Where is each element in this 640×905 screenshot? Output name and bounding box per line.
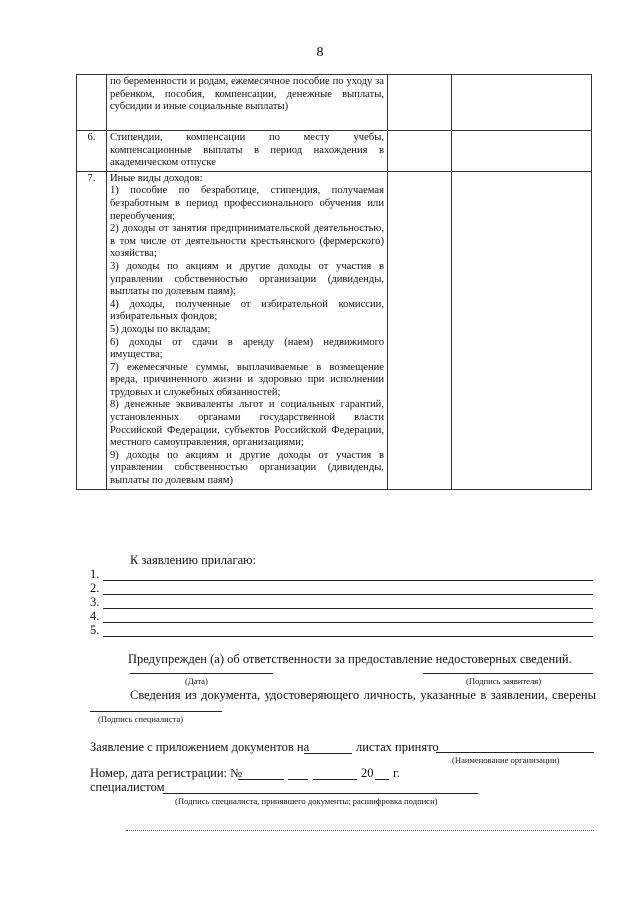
attachment-number: 1. — [90, 567, 100, 581]
attachments-heading: К заявлению прилагаю: — [130, 553, 256, 567]
row-value-cell — [388, 75, 452, 131]
list-item: 4) доходы, полученные от избирательной комиссии, избирательных фондов; — [110, 298, 384, 323]
specialist-label: специалистом — [90, 780, 165, 794]
specialist-caption: (Подпись специалиста, принявшего документы; расшифровка подписи) — [175, 796, 438, 806]
row-value-cell — [452, 131, 592, 172]
row-description: по беременности и родам, ежемесячное пособие по уходу за ребенком, пособия, компенсации, денежные выплаты, субсидии и иные социальные выплаты) — [107, 75, 388, 131]
list-item: 8) денежные эквиваленты льгот и социальных гарантий, установленных органами государственной власти Российской Федерации, субъектов Российской Федерации, местного самоуправления, организациями; — [110, 399, 384, 449]
applicant-signature-line[interactable] — [423, 673, 593, 674]
specialist-name-line[interactable] — [163, 793, 478, 794]
table-row — [77, 171, 592, 489]
registration-year: 20 — [361, 766, 374, 780]
registration-prefix: Номер, дата регистрации: № — [90, 766, 243, 780]
row-description — [107, 171, 388, 489]
applicant-signature-caption: (Подпись заявителя) — [466, 676, 542, 686]
attachment-line[interactable] — [103, 580, 593, 581]
sheets-count-line[interactable] — [304, 753, 352, 754]
attachment-number: 5. — [90, 623, 100, 637]
verification-statement: Сведения из документа, удостоверяющего личность, указанные в заявлении, сверены — [130, 688, 596, 702]
list-item: 5) доходы по вкладам; — [110, 323, 211, 335]
row-value-cell — [452, 171, 592, 489]
table-row — [77, 75, 592, 131]
row-number: 6. — [77, 131, 107, 172]
income-list-title: Иные виды доходов: — [110, 172, 203, 184]
attachment-line[interactable] — [103, 622, 593, 623]
date-caption: (Дата) — [185, 676, 208, 686]
attachment-number: 2. — [90, 581, 100, 595]
registration-year-line[interactable] — [375, 779, 389, 780]
list-item: 1) пособие по безработице, стипендия, получаемая безработным в период профессионального обучения или переобучения; — [110, 185, 384, 222]
registration-number-line[interactable] — [238, 779, 284, 780]
liability-warning: Предупрежден (а) об ответственности за предоставление недостоверных сведений. — [128, 652, 572, 666]
acceptance-suffix: листах принято — [356, 740, 439, 754]
list-item: 3) доходы по акциям и другие доходы от участия в управлении собственностью организации (дивиденды, выплаты по долевым паям); — [110, 260, 384, 298]
date-line[interactable] — [130, 673, 273, 674]
attachment-line[interactable] — [103, 608, 593, 609]
list-item: 2) доходы от занятия предпринимательской деятельностью, в том числе от деятельности крестьянского (фермерского) хозяйства; — [110, 223, 384, 260]
attachment-number: 4. — [90, 609, 100, 623]
registration-day-line[interactable] — [288, 779, 308, 780]
row-number: 7. — [77, 171, 107, 489]
row-description: Стипендии, компенсации по месту учебы, компенсационные выплаты в период нахождения в академическом отпуске — [107, 131, 388, 172]
income-table — [76, 74, 592, 490]
cut-line — [126, 830, 594, 831]
row-number — [77, 75, 107, 131]
attachment-line[interactable] — [103, 594, 593, 595]
acceptance-prefix: Заявление с приложением документов на — [90, 740, 310, 754]
organization-caption: (Наименование организации) — [452, 755, 560, 765]
registration-month-line[interactable] — [313, 779, 357, 780]
organization-line[interactable] — [436, 752, 594, 753]
specialist-signature-caption: (Подпись специалиста) — [98, 714, 184, 724]
attachment-line[interactable] — [103, 636, 593, 637]
registration-year-suffix: г. — [393, 766, 400, 780]
row-value-cell — [452, 75, 592, 131]
list-item: 9) доходы по акциям и другие доходы от участия в управлении собственностью организации (дивиденды, выплаты по долевым паям) — [110, 449, 384, 487]
row-value-cell — [388, 171, 452, 489]
list-item: 7) ежемесячные суммы, выплачиваемые в возмещение вреда, причиненного жизни и здоровью при исполнении трудовых и служебных обязанностей; — [110, 361, 384, 398]
page-number: 8 — [316, 45, 324, 60]
specialist-signature-line[interactable] — [90, 711, 222, 712]
list-item: 6) доходы от сдачи в аренду (наем) недвижимого имущества; — [110, 336, 384, 361]
table-row — [77, 131, 592, 172]
row-value-cell — [388, 131, 452, 172]
attachment-number: 3. — [90, 595, 100, 609]
